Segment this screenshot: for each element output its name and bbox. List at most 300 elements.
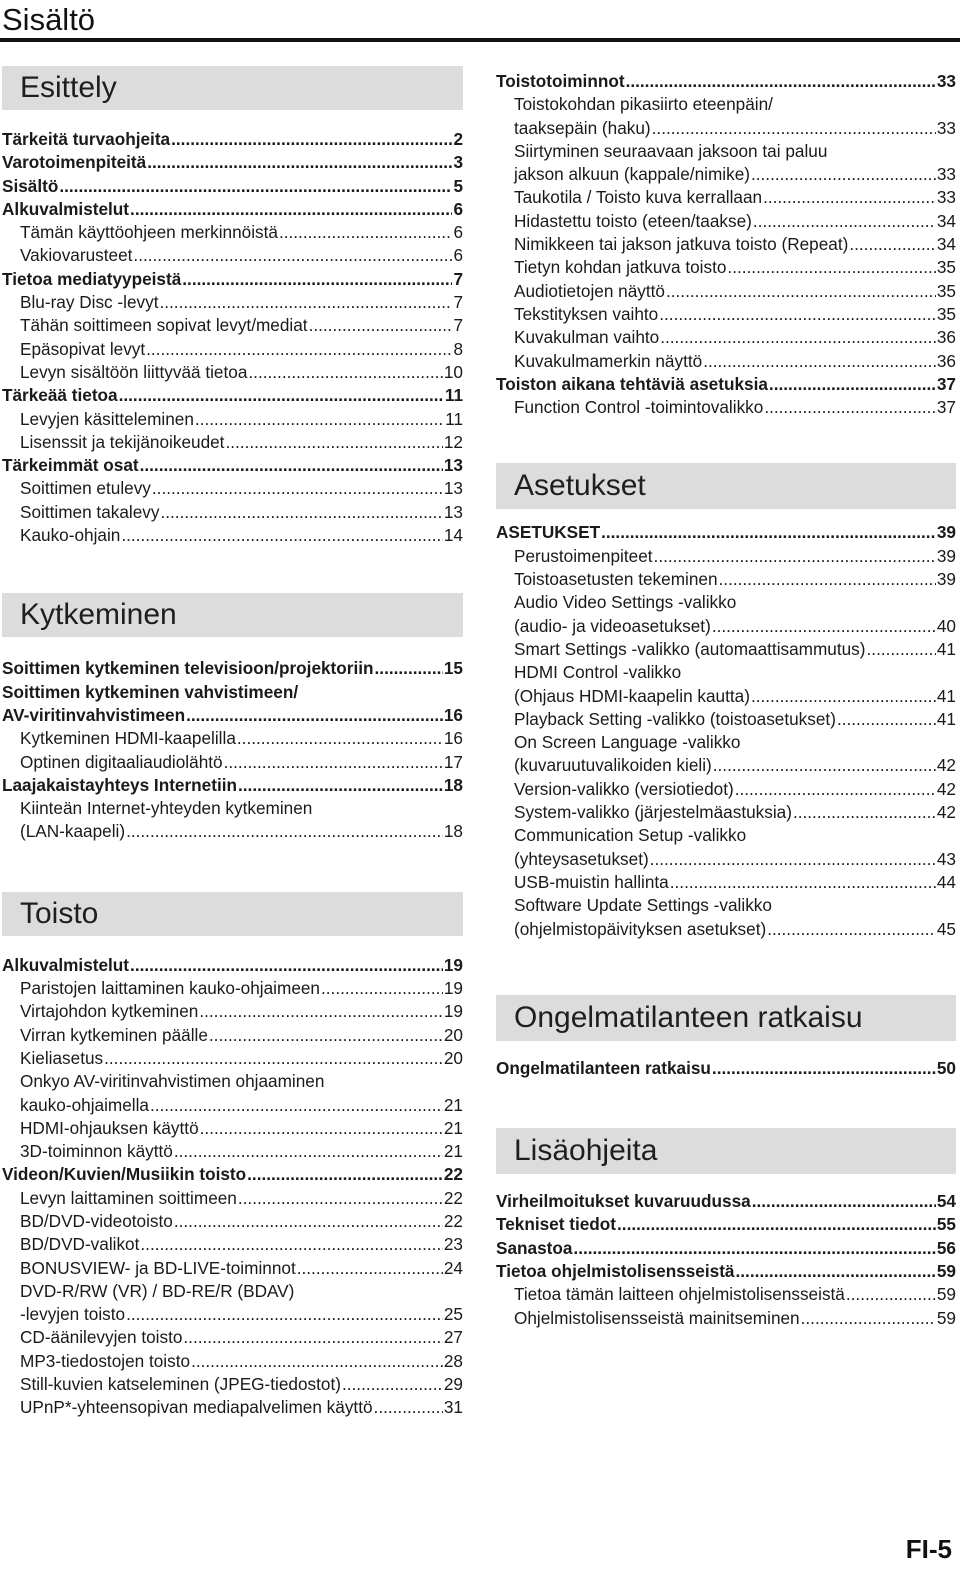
toc-entry-page: 20 xyxy=(443,1047,463,1068)
toc-entry-page: 36 xyxy=(936,327,956,348)
toc-entry[interactable] xyxy=(2,954,463,977)
toc-entry[interactable] xyxy=(2,681,463,728)
dot-leader xyxy=(375,657,443,680)
toc-entry-title: BONUSVIEW- ja BD-LIVE-toiminnot xyxy=(20,1257,296,1278)
toc-entry-title: Alkuvalmistelut xyxy=(2,954,130,975)
section-heading-ongelmatilanteen-ratkaisu: Ongelmatilanteen ratkaisu xyxy=(496,995,956,1041)
toc-entry[interactable] xyxy=(2,501,463,524)
toc-entry[interactable] xyxy=(2,1024,463,1047)
toc-entry-title: 3D-toiminnon käyttö xyxy=(20,1141,173,1162)
dot-leader xyxy=(126,1303,443,1326)
toc-entry[interactable] xyxy=(496,661,956,708)
toc-entry[interactable] xyxy=(2,1070,463,1117)
dot-leader xyxy=(626,70,936,93)
dot-leader xyxy=(140,454,443,477)
section-heading-asetukset: Asetukset xyxy=(496,463,956,509)
dot-leader xyxy=(374,1396,443,1419)
toc-entry[interactable] xyxy=(496,894,956,941)
toc-entry[interactable] xyxy=(496,186,956,209)
toc-entry[interactable] xyxy=(496,373,956,396)
dot-leader xyxy=(147,151,452,174)
dot-leader xyxy=(200,1117,443,1140)
toc-entry-title: Alkuvalmistelut xyxy=(2,198,130,219)
dot-leader xyxy=(238,1187,443,1210)
toc-entry-title: BD/DVD-videotoisto xyxy=(20,1210,173,1231)
toc-entry-page: 34 xyxy=(936,234,956,255)
dot-leader xyxy=(237,727,443,750)
dot-leader xyxy=(751,685,936,708)
toc-entry[interactable] xyxy=(2,1396,463,1419)
toc-entry-page: 33 xyxy=(936,71,956,91)
toc-entry-title: Kauko-ohjain xyxy=(20,525,121,546)
toc-entry-title: -levyjen toisto xyxy=(20,1304,126,1325)
dot-leader xyxy=(119,384,444,407)
toc-entry-title: Levyjen käsitteleminen xyxy=(20,408,194,429)
toc-entry-title: Virran kytkeminen päälle xyxy=(20,1024,208,1045)
dot-leader xyxy=(652,117,936,140)
dot-leader xyxy=(670,871,936,894)
toc-entry-page: 35 xyxy=(936,280,956,301)
toc-entry-page: 18 xyxy=(443,774,463,795)
toc-entry-title-line1: Audio Video Settings -valikko xyxy=(514,592,737,613)
toc-entry-title: Soittimen etulevy xyxy=(20,478,151,499)
toc-entry-title: ASETUKSET xyxy=(496,522,601,543)
toc-entry[interactable] xyxy=(2,524,463,547)
toc-entry[interactable] xyxy=(2,1326,463,1349)
toc-entry-title: (LAN-kaapeli) xyxy=(20,821,126,842)
toc-entry-title: Toistotoiminnot xyxy=(496,71,625,91)
toc-entry-page: 11 xyxy=(445,408,463,429)
toc-list xyxy=(2,657,463,843)
dot-leader xyxy=(764,396,936,419)
toc-entry-title: Sisältö xyxy=(2,175,59,196)
dot-leader xyxy=(297,1257,443,1280)
toc-entry[interactable] xyxy=(496,638,956,661)
toc-entry-title: Kuvakulmamerkin näyttö xyxy=(514,350,703,371)
toc-entry[interactable] xyxy=(2,268,463,291)
toc-entry[interactable] xyxy=(2,128,463,151)
toc-entry-title: Levyn sisältöön liittyvää tietoa xyxy=(20,361,248,382)
dot-leader xyxy=(140,1233,442,1256)
toc-entry[interactable] xyxy=(496,1057,956,1080)
toc-entry[interactable] xyxy=(2,1257,463,1280)
toc-entry-title: Sanastoa xyxy=(496,1237,573,1258)
toc-entry[interactable] xyxy=(496,140,956,187)
toc-entry-page: 34 xyxy=(936,210,956,231)
toc-entry-page: 21 xyxy=(443,1094,463,1115)
dot-leader xyxy=(751,163,936,186)
toc-entry-title: (kuvaruutuvalikoiden kieli) xyxy=(514,755,712,776)
dot-leader xyxy=(238,774,443,797)
dot-leader xyxy=(666,280,936,303)
toc-entry-title-line1: Siirtyminen seuraavaan jaksoon tai paluu xyxy=(514,140,828,161)
toc-entry-title: Tekstityksen vaihto xyxy=(514,303,659,324)
toc-entry[interactable] xyxy=(496,871,956,894)
toc-entry-page: 42 xyxy=(936,755,956,776)
toc-entry-page: 22 xyxy=(443,1210,463,1231)
toc-entry[interactable] xyxy=(496,1260,956,1283)
toc-entry-title: Virtajohdon kytkeminen xyxy=(20,1001,199,1022)
toc-entry-page: 23 xyxy=(443,1234,463,1255)
dot-leader xyxy=(191,1350,443,1373)
toc-entry-page: 25 xyxy=(443,1304,463,1325)
toc-entry-title: Soittimen takalevy xyxy=(20,501,160,522)
toc-entry[interactable] xyxy=(2,338,463,361)
dot-leader xyxy=(767,918,936,941)
toc-entry[interactable] xyxy=(2,977,463,1000)
toc-entry[interactable] xyxy=(496,280,956,303)
section-heading-kytkeminen: Kytkeminen xyxy=(2,593,463,637)
dot-leader xyxy=(660,326,936,349)
dot-leader xyxy=(186,704,443,727)
toc-entry-page: 39 xyxy=(936,545,956,566)
toc-entry[interactable] xyxy=(496,824,956,871)
dot-leader xyxy=(248,361,442,384)
toc-entry-title: CD-äänilevyjen toisto xyxy=(20,1327,183,1348)
toc-entry-title-line1: Onkyo AV-viritinvahvistimen ohjaaminen xyxy=(20,1071,325,1092)
dot-leader xyxy=(712,1057,936,1080)
toc-entry[interactable] xyxy=(496,233,956,256)
toc-entry-title-line1: HDMI Control -valikko xyxy=(514,662,682,683)
dot-leader xyxy=(801,1307,936,1330)
toc-list xyxy=(2,954,463,1420)
toc-entry[interactable] xyxy=(2,1117,463,1140)
dot-leader xyxy=(753,210,936,233)
toc-entry[interactable] xyxy=(2,1187,463,1210)
toc-entry-title: Audiotietojen näyttö xyxy=(514,280,665,301)
toc-entry-title: Kieliasetus xyxy=(20,1047,104,1068)
toc-entry-page: 41 xyxy=(936,685,956,706)
dot-leader xyxy=(793,801,936,824)
toc-entry-page: 59 xyxy=(936,1284,956,1305)
toc-entry[interactable] xyxy=(2,751,463,774)
dot-leader xyxy=(224,751,443,774)
toc-entry-page: 40 xyxy=(936,615,956,636)
toc-entry[interactable] xyxy=(2,198,463,221)
toc-entry-title: Toistoasetusten tekeminen xyxy=(514,569,718,590)
dot-leader xyxy=(247,1163,443,1186)
toc-entry[interactable] xyxy=(496,778,956,801)
toc-entry[interactable] xyxy=(496,256,956,279)
section-heading-lisaohjeita: Lisäohjeita xyxy=(496,1128,956,1174)
toc-entry-page: 54 xyxy=(936,1191,956,1212)
toc-entry-title: jakson alkuun (kappale/nimike) xyxy=(514,164,750,185)
toc-entry-page: 5 xyxy=(453,175,463,196)
toc-entry-title: Tärkeää tietoa xyxy=(2,385,118,406)
toc-entry-page: 27 xyxy=(443,1327,463,1348)
toc-entry[interactable] xyxy=(2,291,463,314)
toc-entry-title: Paristojen laittaminen kauko-ohjaimeen xyxy=(20,978,320,999)
toc-entry-title: Tietoa tämän laitteen ohjelmistolisensseistä xyxy=(514,1284,845,1305)
dot-leader xyxy=(171,128,452,151)
toc-entry[interactable] xyxy=(2,314,463,337)
toc-entry[interactable] xyxy=(2,477,463,500)
toc-entry-title: (ohjelmistopäivityksen asetukset) xyxy=(514,918,767,939)
toc-entry-title: Blu-ray Disc -levyt xyxy=(20,292,159,313)
toc-list xyxy=(496,1057,956,1080)
toc-entry-title: (audio- ja videoasetukset) xyxy=(514,615,711,636)
toc-entry[interactable] xyxy=(2,1210,463,1233)
toc-entry[interactable] xyxy=(2,454,463,477)
toc-entry[interactable] xyxy=(2,384,463,407)
toc-entry[interactable] xyxy=(2,361,463,384)
toc-entry-title: Playback Setting -valikko (toistoasetukset) xyxy=(514,708,836,729)
toc-entry-page: 11 xyxy=(444,385,463,406)
dot-leader xyxy=(209,1024,443,1047)
title-divider xyxy=(0,38,960,42)
toc-entry-page: 7 xyxy=(453,268,463,289)
dot-leader xyxy=(752,1190,936,1213)
toc-entry-page: 59 xyxy=(936,1307,956,1328)
toc-entry[interactable] xyxy=(496,1283,956,1306)
toc-entry-page: 21 xyxy=(443,1141,463,1162)
toc-entry-page: 17 xyxy=(443,751,463,772)
toc-entry-page: 37 xyxy=(936,373,956,394)
toc-entry[interactable] xyxy=(496,396,956,419)
dot-leader xyxy=(152,477,443,500)
toc-entry-title: Lisenssit ja tekijänoikeudet xyxy=(20,431,225,452)
toc-entry-page: 16 xyxy=(443,704,463,725)
dot-leader xyxy=(160,501,442,524)
toc-entry-page: 50 xyxy=(936,1057,956,1078)
toc-list xyxy=(496,1190,956,1330)
toc-entry-title: Tekniset tiedot xyxy=(496,1214,617,1235)
toc-entry-title: Tietoa mediatyypeistä xyxy=(2,268,182,289)
toc-entry[interactable] xyxy=(496,708,956,731)
section-heading-esittely: Esittely xyxy=(2,66,463,110)
dot-leader xyxy=(727,256,935,279)
toc-entry-title: UPnP*-yhteensopivan mediapalvelimen käyttö xyxy=(20,1397,373,1418)
toc-entry[interactable] xyxy=(496,731,956,778)
toc-entry[interactable] xyxy=(496,801,956,824)
dot-leader xyxy=(126,820,443,843)
dot-leader xyxy=(321,977,443,1000)
toc-entry[interactable] xyxy=(496,591,956,638)
toc-entry-title: Version-valikko (versiotiedot) xyxy=(514,778,734,799)
toc-entry-title: (yhteysasetukset) xyxy=(514,848,649,869)
toc-entry-page: 59 xyxy=(936,1260,956,1281)
toc-entry[interactable] xyxy=(496,1190,956,1213)
toc-entry[interactable] xyxy=(496,1307,956,1330)
dot-leader xyxy=(736,1260,936,1283)
dot-leader xyxy=(309,314,453,337)
dot-leader xyxy=(279,221,452,244)
toc-entry-title: kauko-ohjaimella xyxy=(20,1094,149,1115)
toc-entry[interactable] xyxy=(2,1233,463,1256)
toc-entry-page: 16 xyxy=(443,728,463,749)
toc-entry-title: Kytkeminen HDMI-kaapelilla xyxy=(20,728,236,749)
toc-entry-page: 12 xyxy=(443,431,463,452)
toc-entry[interactable] xyxy=(2,1047,463,1070)
toc-entry-page: 21 xyxy=(443,1117,463,1138)
toc-entry[interactable] xyxy=(496,210,956,233)
toc-entry[interactable] xyxy=(496,350,956,373)
dot-leader xyxy=(146,338,452,361)
toc-entry-title: Virheilmoitukset kuvaruudussa xyxy=(496,1191,751,1212)
toc-entry-title-line1: Toistokohdan pikasiirto eteenpäin/ xyxy=(514,94,773,115)
toc-entry-title: Varotoimenpiteitä xyxy=(2,152,147,173)
toc-entry-title: Function Control -toimintovalikko xyxy=(514,397,764,418)
dot-leader xyxy=(659,303,936,326)
page-number: FI-5 xyxy=(905,1534,952,1564)
toc-entry-page: 42 xyxy=(936,802,956,823)
dot-leader xyxy=(849,233,936,256)
toc-entry[interactable] xyxy=(496,545,956,568)
toc-entry-title: Laajakaistayhteys Internetiin xyxy=(2,774,237,795)
dot-leader xyxy=(150,1094,443,1117)
section-heading-toisto: Toisto xyxy=(2,892,463,936)
dot-leader xyxy=(183,1326,442,1349)
toc-entry-page: 33 xyxy=(936,164,956,185)
toc-entry-page: 28 xyxy=(443,1350,463,1371)
dot-leader xyxy=(735,778,936,801)
toc-column-left xyxy=(2,66,463,1420)
dot-leader xyxy=(719,568,936,591)
toc-entry[interactable] xyxy=(496,326,956,349)
toc-entry-page: 29 xyxy=(443,1374,463,1395)
toc-entry-page: 20 xyxy=(443,1024,463,1045)
toc-entry[interactable] xyxy=(2,1000,463,1023)
toc-entry[interactable] xyxy=(496,521,956,544)
toc-entry-page: 42 xyxy=(936,778,956,799)
dot-leader xyxy=(174,1140,443,1163)
toc-entry-page: 43 xyxy=(936,848,956,869)
toc-entry[interactable] xyxy=(2,727,463,750)
toc-entry[interactable] xyxy=(2,1140,463,1163)
dot-leader xyxy=(59,175,452,198)
toc-entry-title: System-valikko (järjestelmäastuksia) xyxy=(514,802,792,823)
toc-entry[interactable] xyxy=(2,1373,463,1396)
toc-entry[interactable] xyxy=(496,70,956,93)
toc-entry[interactable] xyxy=(496,1213,956,1236)
dot-leader xyxy=(130,954,443,977)
toc-entry-page: 19 xyxy=(443,978,463,999)
toc-entry-page: 14 xyxy=(443,525,463,546)
toc-entry-title: taaksepäin (haku) xyxy=(514,117,651,138)
toc-entry-page: 33 xyxy=(936,117,956,138)
dot-leader xyxy=(837,708,936,731)
dot-leader xyxy=(182,268,452,291)
toc-entry-title: Still-kuvien katseleminen (JPEG-tiedostot) xyxy=(20,1374,341,1395)
toc-entry-title-line1: Kiinteän Internet-yhteyden kytkeminen xyxy=(20,798,313,819)
dot-leader xyxy=(573,1237,935,1260)
toc-entry[interactable] xyxy=(2,657,463,680)
toc-entry[interactable] xyxy=(2,221,463,244)
dot-leader xyxy=(703,350,936,373)
dot-leader xyxy=(121,524,443,547)
dot-leader xyxy=(104,1047,443,1070)
toc-entry-page: 13 xyxy=(443,501,463,522)
toc-entry-title-line1: Communication Setup -valikko xyxy=(514,825,747,846)
toc-entry[interactable] xyxy=(2,151,463,174)
dot-leader xyxy=(195,408,444,431)
dot-leader xyxy=(846,1283,936,1306)
toc-entry[interactable] xyxy=(2,175,463,198)
toc-entry-page: 35 xyxy=(936,303,956,324)
toc-entry[interactable] xyxy=(496,1237,956,1260)
toc-entry-title: Epäsopivat levyt xyxy=(20,338,146,359)
dot-leader xyxy=(713,754,936,777)
toc-entry[interactable] xyxy=(2,408,463,431)
toc-entry[interactable] xyxy=(496,568,956,591)
toc-entry-page: 3 xyxy=(453,152,463,173)
toc-entry-page: 13 xyxy=(443,478,463,499)
toc-entry-title: Tärkeimmät osat xyxy=(2,455,139,476)
toc-column-right xyxy=(496,70,956,1330)
toc-entry[interactable] xyxy=(2,1350,463,1373)
toc-entry[interactable] xyxy=(2,797,463,844)
toc-entry-title: Kuvakulman vaihto xyxy=(514,327,660,348)
dot-leader xyxy=(130,198,452,221)
toc-entry-page: 8 xyxy=(453,338,463,359)
toc-entry-page: 35 xyxy=(936,257,956,278)
toc-entry-title-line1: Soittimen kytkeminen vahvistimeen/ xyxy=(2,681,299,702)
dot-leader xyxy=(601,521,936,544)
toc-entry-page: 22 xyxy=(443,1164,463,1185)
dot-leader xyxy=(133,244,452,267)
toc-entry[interactable] xyxy=(496,303,956,326)
toc-entry-title: Tärkeitä turvaohjeita xyxy=(2,129,171,149)
toc-entry-title: Ohjelmistolisensseistä mainitseminen xyxy=(514,1307,800,1328)
dot-leader xyxy=(159,291,452,314)
toc-entry-title-line1: On Screen Language -valikko xyxy=(514,732,741,753)
toc-entry-title: USB-muistin hallinta xyxy=(514,871,669,892)
toc-entry-title: Levyn laittaminen soittimeen xyxy=(20,1187,237,1208)
toc-entry-title: Toiston aikana tehtäviä asetuksia xyxy=(496,373,768,394)
toc-entry[interactable] xyxy=(2,431,463,454)
toc-entry-title: MP3-tiedostojen toisto xyxy=(20,1350,191,1371)
toc-entry-page: 7 xyxy=(453,292,463,313)
toc-entry-page: 33 xyxy=(936,187,956,208)
toc-entry-title-line1: DVD-R/RW (VR) / BD-RE/R (BDAV) xyxy=(20,1280,295,1301)
toc-entry-page: 39 xyxy=(936,522,956,543)
toc-list xyxy=(496,521,956,940)
toc-entry-title-line1: Software Update Settings -valikko xyxy=(514,895,772,916)
dot-leader xyxy=(225,431,442,454)
toc-entry-page: 6 xyxy=(453,245,463,266)
dot-leader xyxy=(712,615,936,638)
toc-entry-title: Smart Settings -valikko (automaattisammutus) xyxy=(514,638,866,659)
toc-entry-title: Hidastettu toisto (eteen/taakse) xyxy=(514,210,752,231)
toc-entry[interactable] xyxy=(2,1280,463,1327)
toc-entry-page: 13 xyxy=(443,455,463,476)
toc-entry-title: Optinen digitaaliaudiolähtö xyxy=(20,751,223,772)
dot-leader xyxy=(650,848,936,871)
toc-entry[interactable] xyxy=(496,93,956,140)
toc-entry-page: 31 xyxy=(443,1397,463,1418)
toc-entry-title: Vakiovarusteet xyxy=(20,245,133,266)
toc-entry-title: Perustoimenpiteet xyxy=(514,545,653,566)
toc-entry-page: 24 xyxy=(443,1257,463,1278)
toc-entry[interactable] xyxy=(2,244,463,267)
toc-entry-title: Nimikkeen tai jakson jatkuva toisto (Repeat) xyxy=(514,234,849,255)
toc-entry-page: 41 xyxy=(936,638,956,659)
toc-entry[interactable] xyxy=(2,1163,463,1186)
toc-entry-page: 37 xyxy=(936,397,956,418)
toc-entry-page: 7 xyxy=(453,315,463,336)
toc-entry-title: Tähän soittimeen sopivat levyt/mediat xyxy=(20,315,308,336)
toc-entry-page: 10 xyxy=(443,361,463,382)
dot-leader xyxy=(617,1213,936,1236)
toc-entry-page: 6 xyxy=(453,222,463,243)
toc-list xyxy=(496,70,956,419)
toc-entry-title: Tietoa ohjelmistolisensseistä xyxy=(496,1260,735,1281)
dot-leader xyxy=(763,186,936,209)
toc-entry-title: Tämän käyttöohjeen merkinnöistä xyxy=(20,222,278,243)
toc-entry-title: Tietyn kohdan jatkuva toisto xyxy=(514,257,727,278)
toc-entry[interactable] xyxy=(2,774,463,797)
toc-entry-title: (Ohjaus HDMI-kaapelin kautta) xyxy=(514,685,750,706)
